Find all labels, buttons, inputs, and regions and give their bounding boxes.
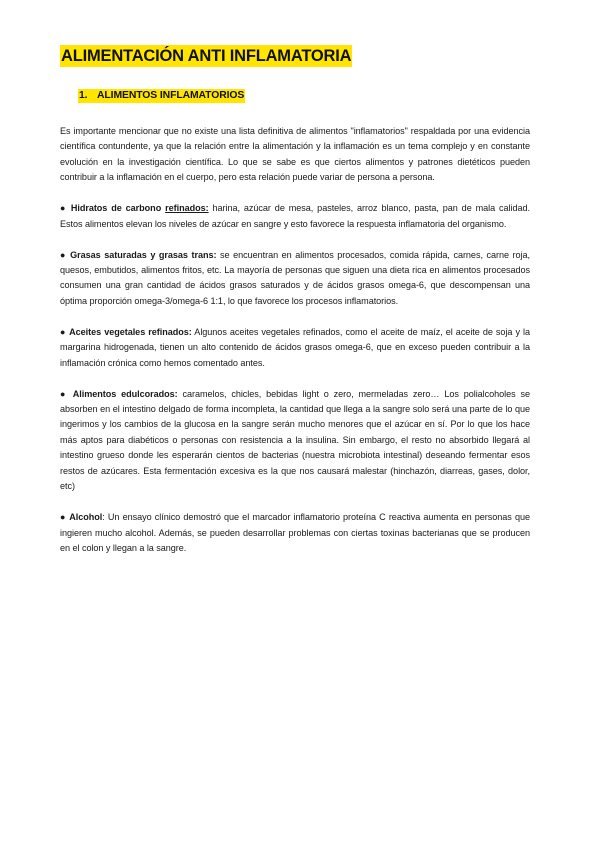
bullet-icon: ● (60, 512, 67, 523)
section-heading (78, 89, 245, 103)
list-item-alcohol (60, 510, 530, 556)
item-term: Aceites vegetales refinados: (69, 326, 192, 337)
item-text: se encuentran en alimentos procesados, comida rápida, carnes, carne roja, quesos, embutidos, alimentos fritos, etc. La mayoría de personas que siguen una dieta rica en alimentos procesados consumen una gran cantidad de ácidos grasos saturados y de ácidos grasos omega-6, que descompensan una óptima proporción omega-3/omega-6 1:1, lo que favorece los procesos inflamatorios. (60, 249, 530, 306)
bullet-icon: ● (60, 203, 67, 214)
list-item-grasas (60, 248, 530, 310)
bullet-icon: ● (60, 249, 67, 260)
bullet-icon: ● (60, 326, 67, 337)
item-text: caramelos, chicles, bebidas light o zero, mermeladas zero… Los polialcoholes se absorben en el intestino delgado de forma incompleta, la cantidad que llega a la sangre solo será una parte de lo que ingerimos y los cambios de la glucosa en la sangre serán mucho menores que el azúcar en sí. Por lo que los hace más aptos para diabéticos o personas con resistencia a la insulina. Sin embargo, el resto no absorbido llegará al intestino grueso donde les esperarán cientos de bacterias (nuestra microbiota intestinal) deseando fermentar esos restos de azúcares. Esta fermentación excesiva es la que nos causará malestar (hinchazón, diarreas, gases, dolor, etc) (60, 388, 531, 492)
list-item-edulcorados (60, 387, 530, 495)
item-term: Alimentos edulcorados: (72, 388, 178, 399)
item-term: Grasas saturadas y grasas trans: (70, 249, 217, 260)
list-item-aceites (60, 325, 530, 371)
item-text: Algunos aceites vegetales refinados, como el aceite de maíz, el aceite de soja y la margarina hidrogenada, tienen un alto contenido de ácidos grasos omega-6, que en exceso pueden contribuir a la inflamación crónica como hemos comentado antes. (60, 326, 531, 368)
item-term: Alcohol (69, 512, 103, 523)
section-number: 1. (79, 90, 88, 101)
document-body (60, 124, 530, 572)
bullet-icon: ● (60, 388, 68, 399)
document-title: ALIMENTACIÓN ANTI INFLAMATORIA (61, 47, 352, 65)
list-item-hidratos (60, 201, 530, 232)
item-term-underlined: refinados: (165, 203, 209, 214)
section-heading-text: ALIMENTOS INFLAMATORIOS (97, 90, 245, 101)
item-text: harina, azúcar de mesa, pasteles, arroz blanco, pasta, pan de mala calidad. Estos alimentos elevan los niveles de azúcar en sangre y esto favorece la respuesta inflamatoria del organismo. (60, 203, 530, 229)
item-term: Hidratos de carbono (70, 203, 166, 214)
item-text: : Un ensayo clínico demostró que el marcador inflamatorio proteína C reactiva aumenta en personas que ingieren mucho alcohol. Además, se pueden desarrollar problemas con ciertas toxinas bacterianas que se producen en el colon y llegan a la sangre. (60, 512, 530, 553)
intro-paragraph: Es importante mencionar que no existe una lista definitiva de alimentos "inflamatorios" respaldada por una evidencia científica contundente, ya que la relación entre la alimentación y la inflamación es un tema complejo y en constante evolución en la investigación científica. Lo que se sabe es que ciertos alimentos y patrones dietéticos pueden contribuir a la inflamación en el cuerpo, pero esta relación puede variar de persona a persona. (60, 126, 530, 183)
